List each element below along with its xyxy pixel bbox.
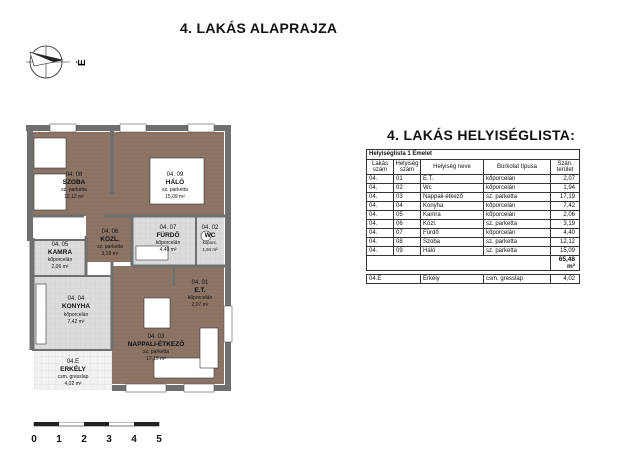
svg-text:KÖZL.: KÖZL. bbox=[100, 236, 120, 243]
total-area: 65,48 m² bbox=[551, 256, 580, 271]
svg-text:ERKÉLY: ERKÉLY bbox=[60, 366, 86, 373]
balcony-row bbox=[367, 275, 580, 284]
table-cell: 2,06 bbox=[551, 211, 580, 220]
table-cell: kőporcelán bbox=[484, 229, 551, 238]
svg-text:04.E: 04.E bbox=[66, 359, 80, 365]
table-cell: kőporcelán bbox=[484, 184, 551, 193]
table-cell: 04. bbox=[367, 202, 394, 211]
svg-text:7,42 m²: 7,42 m² bbox=[67, 319, 85, 325]
table-cell: Szoba bbox=[421, 238, 484, 247]
table-cell: 2,07 bbox=[551, 175, 580, 184]
svg-text:04. 05: 04. 05 bbox=[51, 242, 69, 248]
table-row bbox=[367, 211, 580, 220]
header-lakas: Lakás szám bbox=[367, 160, 394, 175]
table-row bbox=[367, 229, 580, 238]
table-cell: 04. bbox=[367, 238, 394, 247]
svg-text:kőporcelán: kőporcelán bbox=[187, 295, 213, 301]
balcony-area: 4,02 bbox=[551, 275, 580, 284]
table-cell: 08 bbox=[394, 238, 421, 247]
room-label-num: 04. 08 bbox=[65, 172, 83, 178]
table-cell: Konyha bbox=[421, 202, 484, 211]
table-caption: Helyiséglista 1 Emelet bbox=[367, 150, 580, 160]
svg-text:csm. gresslap: csm. gresslap bbox=[57, 374, 89, 380]
table-row bbox=[367, 193, 580, 202]
room-list-title: 4. LAKÁS HELYISÉGLISTA: bbox=[387, 127, 576, 143]
svg-text:04. 07: 04. 07 bbox=[159, 225, 177, 231]
table-cell: 04. bbox=[367, 229, 394, 238]
table-row bbox=[367, 247, 580, 256]
scale-label: 4 bbox=[131, 434, 137, 445]
table-cell: sz. parketta bbox=[484, 193, 551, 202]
svg-text:kőporcelán: kőporcelán bbox=[47, 257, 73, 263]
balcony-floor: csm. gresslap bbox=[484, 275, 551, 284]
svg-text:04. 01: 04. 01 bbox=[191, 280, 209, 286]
table-row bbox=[367, 202, 580, 211]
svg-text:04. 02: 04. 02 bbox=[201, 225, 219, 231]
table-cell: 04. bbox=[367, 175, 394, 184]
scale-bar bbox=[28, 422, 168, 448]
svg-text:04. 06: 04. 06 bbox=[101, 229, 119, 235]
table-cell: sz. parketta bbox=[484, 220, 551, 229]
table-cell: 04. bbox=[367, 220, 394, 229]
svg-text:12,12 m²: 12,12 m² bbox=[64, 194, 84, 200]
svg-text:sz. parketta: sz. parketta bbox=[97, 244, 123, 250]
svg-text:sz. parketta: sz. parketta bbox=[61, 187, 87, 193]
svg-text:E.T.: E.T. bbox=[194, 287, 206, 294]
table-cell: 04. bbox=[367, 184, 394, 193]
table-cell: 17,19 bbox=[551, 193, 580, 202]
svg-text:SZOBA: SZOBA bbox=[62, 179, 86, 186]
total-row bbox=[367, 256, 580, 271]
table-cell: kőporcelán bbox=[484, 211, 551, 220]
table-cell: 09 bbox=[394, 247, 421, 256]
scale-label: 1 bbox=[56, 434, 62, 445]
table-cell: Közl. bbox=[421, 220, 484, 229]
table-row bbox=[367, 184, 580, 193]
table-cell: 3,19 bbox=[551, 220, 580, 229]
table-cell: 01 bbox=[394, 175, 421, 184]
svg-text:kőporcelán: kőporcelán bbox=[63, 312, 89, 318]
page-title: 4. LAKÁS ALAPRAJZA bbox=[180, 20, 338, 36]
table-cell: 03 bbox=[394, 193, 421, 202]
table-row bbox=[367, 238, 580, 247]
svg-text:HÁLÓ: HÁLÓ bbox=[165, 179, 185, 186]
svg-text:17,19 m²: 17,19 m² bbox=[146, 356, 166, 362]
compass-letter: É bbox=[77, 59, 88, 66]
table-cell: 06 bbox=[394, 220, 421, 229]
header-terulet: Szán. terület bbox=[551, 160, 580, 175]
table-cell: Kamra bbox=[421, 211, 484, 220]
svg-text:KAMRA: KAMRA bbox=[47, 249, 73, 256]
header-helyiseg-szam: Helyiség szám bbox=[395, 161, 419, 173]
svg-text:2,07 m²: 2,07 m² bbox=[191, 302, 209, 308]
table-cell: E.T. bbox=[421, 175, 484, 184]
svg-text:15,09 m²: 15,09 m² bbox=[165, 194, 185, 200]
table-cell: 4,40 bbox=[551, 229, 580, 238]
svg-text:sz. parketta: sz. parketta bbox=[143, 349, 169, 355]
svg-text:1,94 m²: 1,94 m² bbox=[202, 247, 218, 252]
svg-text:04. 04: 04. 04 bbox=[67, 296, 85, 302]
floor-plan bbox=[20, 118, 245, 410]
table-row bbox=[367, 220, 580, 229]
table-cell: Nappali-étkező bbox=[421, 193, 484, 202]
table-cell: 04. bbox=[367, 193, 394, 202]
svg-text:04. 03: 04. 03 bbox=[147, 334, 165, 340]
table-cell: sz. parketta bbox=[484, 247, 551, 256]
table-cell: 05 bbox=[394, 211, 421, 220]
scale-label: 5 bbox=[156, 434, 162, 445]
svg-text:3,19 m²: 3,19 m² bbox=[101, 251, 119, 257]
table-cell: 7,42 bbox=[551, 202, 580, 211]
svg-text:4,40 m²: 4,40 m² bbox=[159, 247, 177, 253]
table-cell: kőporcelán bbox=[484, 175, 551, 184]
header-burkolat: Burkolat típusa bbox=[484, 160, 551, 175]
table-cell: Fürdő bbox=[421, 229, 484, 238]
svg-text:NAPPALI-ÉTKEZŐ: NAPPALI-ÉTKEZŐ bbox=[127, 341, 185, 348]
table-cell: Háló bbox=[421, 247, 484, 256]
balcony-name: Erkély bbox=[421, 275, 484, 284]
header-helyiseg-neve: Helyiség neve bbox=[421, 160, 484, 175]
svg-text:FÜRDŐ: FÜRDŐ bbox=[156, 232, 180, 239]
svg-text:sz. parketta: sz. parketta bbox=[162, 187, 188, 193]
scale-label: 2 bbox=[81, 434, 87, 445]
scale-label: 3 bbox=[106, 434, 112, 445]
table-cell: 1,94 bbox=[551, 184, 580, 193]
north-arrow-icon bbox=[24, 44, 96, 80]
table-cell: 04 bbox=[394, 202, 421, 211]
table-cell: 02 bbox=[394, 184, 421, 193]
table-cell: sz. parketta bbox=[484, 238, 551, 247]
table-cell: kőporcelán bbox=[484, 202, 551, 211]
table-cell: Wc bbox=[421, 184, 484, 193]
balcony-num: 04.E bbox=[367, 275, 421, 284]
scale-label: 0 bbox=[31, 434, 37, 445]
svg-text:kőporcelán: kőporcelán bbox=[155, 240, 181, 246]
table-cell: 04. bbox=[367, 211, 394, 220]
svg-text:4,02 m²: 4,02 m² bbox=[64, 381, 82, 387]
room-table bbox=[366, 149, 580, 284]
table-cell: 12,12 bbox=[551, 238, 580, 247]
svg-text:KONYHA: KONYHA bbox=[61, 303, 91, 310]
svg-text:2,06 m²: 2,06 m² bbox=[51, 264, 69, 270]
svg-text:kőporc.: kőporc. bbox=[202, 240, 218, 245]
table-cell: 04. bbox=[367, 247, 394, 256]
table-cell: 07 bbox=[394, 229, 421, 238]
svg-text:WC: WC bbox=[204, 232, 216, 239]
svg-text:04. 09: 04. 09 bbox=[166, 172, 184, 178]
table-header bbox=[367, 160, 580, 175]
table-row bbox=[367, 175, 580, 184]
table-cell: 15,09 bbox=[551, 247, 580, 256]
